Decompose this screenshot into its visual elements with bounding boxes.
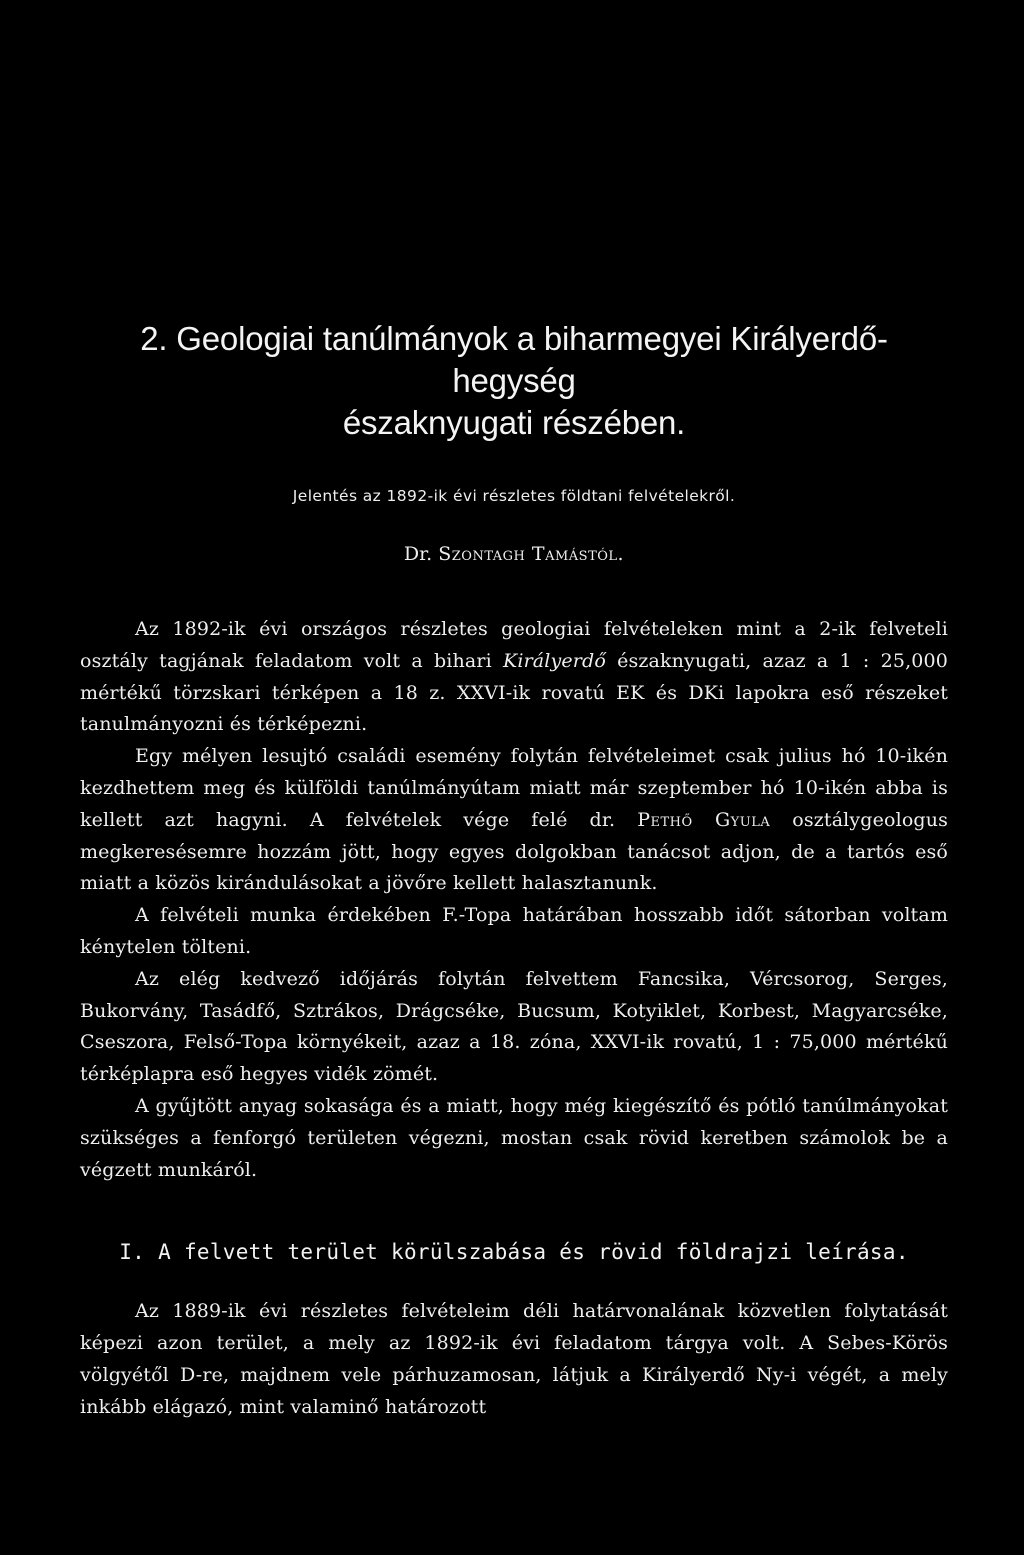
section-heading: I. A felvett terület körülszabása és rövid földrajzi leírása. xyxy=(119,1240,909,1265)
paragraph-2-person-name: Pethő Gyula xyxy=(637,808,771,831)
section-1-body xyxy=(80,1296,948,1423)
paragraph-1-emphasis: Királyerdő xyxy=(503,649,606,672)
paragraph-2 xyxy=(80,741,948,900)
title-line-1: 2. Geologiai tanúlmányok a biharmegyei Királyerdő-hegység xyxy=(140,320,888,399)
paragraph-1-part-b: északnyugati, azaz a 1 : 25,000 mértékű törzskari térképen a 18 z. XXVI-ik rovatú EK és DKi lapokra eső részeket tanulmányozni és térképezni. xyxy=(80,649,948,736)
paragraph-3: A felvételi munka érdekében F.-Topa határában hosszabb időt sátorban voltam kénytelen tölteni. xyxy=(80,904,948,958)
paragraph-2-part-b: osztálygeologus megkeresésemre hozzám jött, hogy egyes dolgokban tanácsot adjon, de a tartós eső miatt a közös kirándulásokat a jövőre kellett halasztanunk. xyxy=(80,808,949,895)
author-prefix: Dr. xyxy=(403,543,433,565)
paragraph-6: Az 1889-ik évi részletes felvételeim déli határvonalának közvetlen folytatását képezi azon terület, a mely az 1892-ik évi feladatom tárgya volt. A Sebes-Körös völgyétől D-re, majdnem vele párhuzamosan, látjuk a Királyerdő Ny-i végét, a mely inkább elágazó, mint valaminő határozott xyxy=(80,1300,948,1418)
title-line-2: északnyugati részében. xyxy=(342,404,686,441)
document-title xyxy=(80,318,948,444)
report-subtitle: Jelentés az 1892-ik évi részletes földtani felvételekről. xyxy=(292,487,736,505)
paragraph-2-part-a: Egy mélyen lesujtó családi esemény folytán felvételeimet csak julius hó 10-ikén kezdhettem meg és külföldi tanúlmányútam miatt már szeptember hó 10-ikén abba is kellett azt hagyni. A felvételek vége felé dr. xyxy=(80,745,948,831)
body-text xyxy=(80,614,948,1186)
paragraph-5: A gyűjtött anyag sokasága és a miatt, hogy még kiegészítő és pótló tanúlmányokat szükséges a fenforgó területen végezni, mostan csak rövid keretben számolok be a végzett munkáról. xyxy=(80,1094,948,1181)
paragraph-1-part-a: Az 1892-ik évi országos részletes geologiai felvételeken mint a 2-ik felveteli osztály tagjának feladatom volt a bihari xyxy=(80,618,948,672)
author-line xyxy=(80,542,948,566)
paragraph-4: Az elég kedvező időjárás folytán felvettem Fancsika, Vércsorog, Serges, Bukorvány, Tasádfő, Sztrákos, Drágcséke, Bucsum, Kotyiklet, Korbest, Magyarcséke, Cseszora, Felső-Topa környékeit, azaz a 18. zóna, XXVI-ik rovatú, 1 : 75,000 mértékű térképlapra eső hegyes vidék zömét. xyxy=(80,967,948,1086)
document-page xyxy=(80,318,948,1424)
paragraph-1 xyxy=(80,614,948,741)
author-name: Szontagh Tamástól. xyxy=(438,543,625,565)
